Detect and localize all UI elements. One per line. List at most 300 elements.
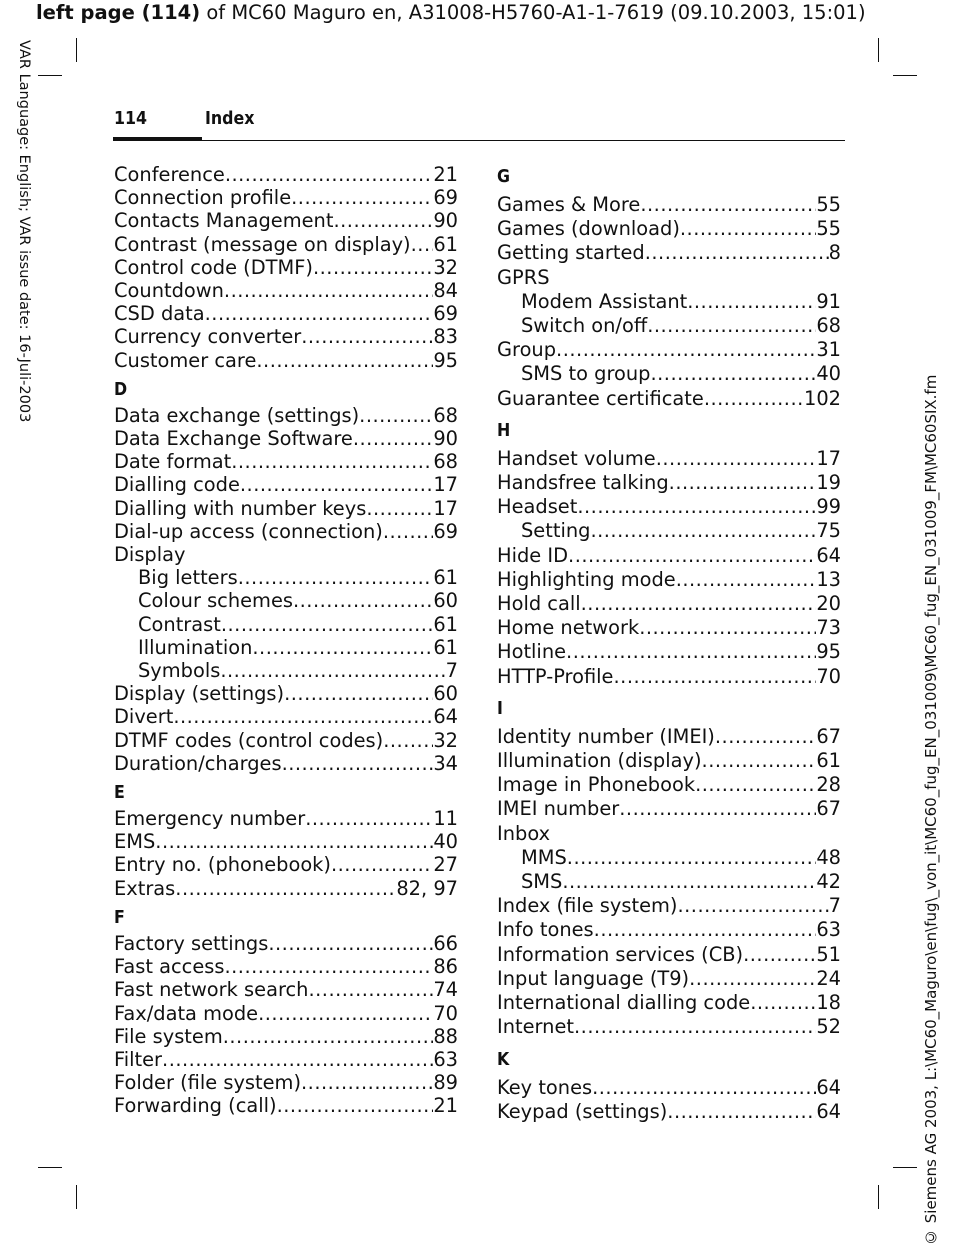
section-letter: G bbox=[497, 166, 511, 187]
index-entry bbox=[114, 877, 458, 900]
index-subentry bbox=[114, 636, 458, 659]
dot-leader bbox=[677, 894, 828, 918]
dot-leader bbox=[656, 447, 817, 471]
section-letter: E bbox=[114, 782, 125, 804]
index-subentry bbox=[497, 290, 841, 314]
entry-term: Currency converter bbox=[114, 325, 302, 349]
index-entry bbox=[114, 450, 458, 473]
dot-leader bbox=[743, 943, 816, 967]
entry-page: 68 bbox=[433, 450, 458, 474]
entry-term: Identity number (IMEI) bbox=[497, 724, 715, 748]
dot-leader bbox=[313, 256, 433, 279]
index-entry bbox=[114, 978, 458, 1001]
entry-page: 11 bbox=[433, 807, 458, 831]
dot-leader bbox=[252, 636, 433, 659]
dot-leader bbox=[366, 497, 433, 520]
crop-mark bbox=[38, 1167, 62, 1168]
entry-term: Emergency number bbox=[114, 807, 306, 831]
entry-term: SMS bbox=[521, 870, 563, 894]
entry-page: 64 bbox=[433, 705, 458, 729]
dot-leader bbox=[293, 589, 433, 612]
crop-mark bbox=[878, 1185, 879, 1209]
entry-page: 17 bbox=[433, 473, 458, 497]
entry-term: Handset volume bbox=[497, 446, 656, 470]
entry-term: Image in Phonebook bbox=[497, 773, 696, 797]
entry-page: 67 bbox=[816, 724, 841, 748]
entry-page: 31 bbox=[816, 338, 841, 362]
entry-term: Fax/data mode bbox=[114, 1001, 259, 1025]
index-entry bbox=[497, 991, 841, 1015]
dot-leader bbox=[301, 325, 433, 348]
dot-leader bbox=[687, 290, 816, 314]
index-entry bbox=[497, 217, 841, 241]
entry-page: 64 bbox=[816, 1075, 841, 1099]
dot-leader bbox=[240, 473, 433, 496]
index-entry bbox=[497, 387, 841, 411]
dot-leader bbox=[619, 797, 816, 821]
index-entry bbox=[114, 705, 458, 728]
dot-leader bbox=[268, 932, 433, 955]
dot-leader bbox=[702, 749, 817, 773]
entry-term: Setting bbox=[521, 519, 591, 543]
entry-term: Getting started bbox=[497, 241, 645, 265]
entry-term: Factory settings bbox=[114, 931, 269, 955]
index-entry bbox=[497, 943, 841, 967]
entry-term: Keypad (settings) bbox=[497, 1099, 668, 1123]
index-entry bbox=[114, 932, 458, 955]
section-letter: I bbox=[497, 697, 503, 719]
index-entry bbox=[114, 729, 458, 752]
entry-term: Games (download) bbox=[497, 217, 680, 241]
dot-leader bbox=[695, 773, 816, 797]
dot-leader bbox=[258, 1002, 433, 1025]
entry-term: Group bbox=[497, 338, 557, 362]
slug-bold: left page (114) bbox=[36, 1, 201, 24]
entry-term: Data Exchange Software bbox=[114, 427, 353, 451]
index-subentry bbox=[114, 566, 458, 589]
dot-leader bbox=[301, 1071, 433, 1094]
dot-leader bbox=[750, 991, 816, 1015]
entry-page: 95 bbox=[816, 640, 841, 664]
print-slug bbox=[36, 0, 866, 26]
entry-page: 63 bbox=[816, 918, 841, 942]
dot-leader bbox=[155, 830, 433, 853]
entry-page: 68 bbox=[816, 314, 841, 338]
dot-leader bbox=[308, 978, 433, 1001]
dot-leader bbox=[411, 233, 434, 256]
dot-leader bbox=[162, 1048, 433, 1071]
index-entry bbox=[497, 568, 841, 592]
entry-page: 61 bbox=[433, 566, 458, 590]
index-entry bbox=[497, 665, 841, 689]
dot-leader bbox=[220, 659, 445, 682]
index-subentry bbox=[497, 870, 841, 894]
entry-page: 42 bbox=[816, 870, 841, 894]
entry-term: Input language (T9) bbox=[497, 966, 690, 990]
dot-leader bbox=[383, 520, 433, 543]
dot-leader bbox=[238, 566, 434, 589]
dot-leader bbox=[567, 846, 817, 870]
entry-term: Filter bbox=[114, 1047, 163, 1071]
entry-term: Contacts Management bbox=[114, 209, 334, 233]
index-entry bbox=[497, 447, 841, 471]
dot-leader bbox=[173, 705, 433, 728]
index-entry bbox=[114, 233, 458, 256]
entry-term: International dialling code bbox=[497, 991, 751, 1015]
entry-term: Hotline bbox=[497, 640, 567, 664]
index-entry bbox=[497, 592, 841, 616]
dot-leader bbox=[614, 665, 817, 689]
index-entry bbox=[114, 752, 458, 775]
entry-term: Guarantee certificate bbox=[497, 386, 704, 410]
side-left-note: VAR Language: English; VAR issue date: 16-Juli-2003 bbox=[16, 40, 32, 423]
dot-leader bbox=[650, 362, 816, 386]
index-entry bbox=[114, 497, 458, 520]
entry-page: 69 bbox=[433, 186, 458, 210]
entry-term: Symbols bbox=[138, 659, 221, 683]
entry-term: Forwarding (call) bbox=[114, 1094, 277, 1118]
index-entry bbox=[114, 955, 458, 978]
entry-page: 99 bbox=[816, 495, 841, 519]
entry-page: 48 bbox=[816, 845, 841, 869]
entry-term: Date format bbox=[114, 450, 232, 474]
entry-term: HTTP-Profile bbox=[497, 664, 614, 688]
entry-page: 64 bbox=[816, 543, 841, 567]
entry-term: IMEI number bbox=[497, 797, 620, 821]
index-entry bbox=[114, 302, 458, 325]
dot-leader bbox=[221, 613, 433, 636]
index-entry bbox=[497, 797, 841, 821]
index-entry bbox=[114, 256, 458, 279]
entry-page: 69 bbox=[433, 519, 458, 543]
index-entry bbox=[114, 853, 458, 876]
dot-leader bbox=[224, 955, 433, 978]
section-letter: D bbox=[114, 378, 128, 400]
index-entry bbox=[114, 349, 458, 372]
index-subentry bbox=[497, 519, 841, 543]
dot-leader bbox=[256, 349, 433, 372]
entry-page: 82, 97 bbox=[396, 876, 458, 900]
entry-page: 60 bbox=[433, 682, 458, 706]
entry-term: Dialling with number keys bbox=[114, 496, 367, 520]
entry-page: 20 bbox=[816, 592, 841, 616]
dot-leader bbox=[562, 870, 816, 894]
index-entry bbox=[114, 186, 458, 209]
entry-page: 60 bbox=[433, 589, 458, 613]
entry-page: 75 bbox=[816, 519, 841, 543]
page-title: Index bbox=[205, 108, 255, 129]
entry-term: Colour schemes bbox=[138, 589, 293, 613]
dot-leader bbox=[669, 471, 817, 495]
index-entry bbox=[114, 1071, 458, 1094]
index-entry bbox=[114, 1048, 458, 1071]
entry-page: 89 bbox=[433, 1071, 458, 1095]
entry-term: SMS to group bbox=[521, 362, 651, 386]
entry-page: 17 bbox=[816, 446, 841, 470]
entry-term: Modem Assistant bbox=[521, 289, 688, 313]
entry-term: Extras bbox=[114, 876, 176, 900]
entry-page: 40 bbox=[816, 362, 841, 386]
side-right-note: © Siemens AG 2003, L:\MC60_Maguro\en\fug\_von_it\MC60_fug_EN_031009\MC60_fug_EN_031009_FM\MC60SIX.fm bbox=[922, 374, 940, 1246]
entry-term: Home network bbox=[497, 616, 640, 640]
entry-page: 7 bbox=[445, 659, 458, 683]
entry-page: 70 bbox=[433, 1001, 458, 1025]
index-entry bbox=[497, 918, 841, 942]
entry-term: Duration/charges bbox=[114, 751, 282, 775]
index-entry bbox=[114, 163, 458, 186]
index-entry bbox=[497, 495, 841, 519]
index-entry bbox=[497, 544, 841, 568]
dot-leader bbox=[689, 967, 816, 991]
index-entry bbox=[497, 773, 841, 797]
index-subentry bbox=[497, 362, 841, 386]
index-entry bbox=[497, 894, 841, 918]
dot-leader bbox=[556, 338, 816, 362]
entry-page: 40 bbox=[433, 830, 458, 854]
entry-term: Info tones bbox=[497, 918, 594, 942]
entry-page: 88 bbox=[433, 1024, 458, 1048]
entry-page: 27 bbox=[433, 853, 458, 877]
entry-page: 84 bbox=[433, 279, 458, 303]
entry-term: DTMF codes (control codes) bbox=[114, 728, 384, 752]
entry-page: 69 bbox=[433, 302, 458, 326]
entry-page: 67 bbox=[816, 797, 841, 821]
dot-leader bbox=[594, 918, 817, 942]
entry-page: 61 bbox=[433, 612, 458, 636]
crop-mark bbox=[893, 75, 917, 76]
index-entry bbox=[497, 725, 841, 749]
entry-page: 83 bbox=[433, 325, 458, 349]
entry-term: Customer care bbox=[114, 348, 257, 372]
index-entry bbox=[114, 473, 458, 496]
dot-leader bbox=[224, 279, 433, 302]
dot-leader bbox=[704, 387, 804, 411]
entry-term: Conference bbox=[114, 163, 225, 186]
entry-term: Countdown bbox=[114, 279, 224, 303]
index-entry bbox=[114, 1094, 458, 1117]
entry-page: 34 bbox=[433, 751, 458, 775]
entry-page: 52 bbox=[816, 1015, 841, 1039]
entry-term: Headset bbox=[497, 495, 578, 519]
dot-leader bbox=[581, 592, 817, 616]
entry-page: 74 bbox=[433, 978, 458, 1002]
entry-term: Games & More bbox=[497, 193, 641, 216]
dot-leader bbox=[175, 877, 396, 900]
entry-page: 70 bbox=[816, 664, 841, 688]
entry-page: 64 bbox=[816, 1099, 841, 1123]
index-entry bbox=[114, 682, 458, 705]
dot-leader bbox=[223, 1025, 434, 1048]
section-letter: H bbox=[497, 419, 511, 441]
dot-leader bbox=[577, 495, 816, 519]
index-entry bbox=[114, 209, 458, 232]
entry-page: 68 bbox=[433, 403, 458, 427]
dot-leader bbox=[566, 640, 816, 664]
entry-term: Information services (CB) bbox=[497, 942, 744, 966]
entry-page: 61 bbox=[433, 232, 458, 256]
crop-mark bbox=[878, 38, 879, 62]
entry-page: 17 bbox=[433, 496, 458, 520]
dot-leader bbox=[568, 544, 816, 568]
index-entry bbox=[497, 1015, 841, 1039]
entry-term: Connection profile bbox=[114, 186, 292, 210]
dot-leader bbox=[676, 568, 817, 592]
entry-page: 28 bbox=[816, 773, 841, 797]
index-subentry bbox=[114, 613, 458, 636]
index-entry bbox=[497, 1100, 841, 1124]
index-entry bbox=[497, 749, 841, 773]
section-letter: K bbox=[497, 1048, 510, 1070]
dot-leader bbox=[291, 186, 433, 209]
dot-leader bbox=[647, 314, 816, 338]
entry-term: Divert bbox=[114, 705, 174, 729]
entry-page: 90 bbox=[433, 209, 458, 233]
dot-leader bbox=[331, 853, 433, 876]
index-entry bbox=[497, 193, 841, 217]
entry-page: 13 bbox=[816, 567, 841, 591]
index-entry bbox=[497, 967, 841, 991]
entry-term: Switch on/off bbox=[521, 314, 648, 338]
index-entry bbox=[114, 807, 458, 830]
index-entry bbox=[497, 241, 841, 265]
entry-page: 55 bbox=[816, 217, 841, 241]
entry-page: 24 bbox=[816, 966, 841, 990]
index-entry bbox=[114, 830, 458, 853]
entry-term: Fast access bbox=[114, 955, 225, 979]
index-entry bbox=[114, 325, 458, 348]
index-entry bbox=[114, 427, 458, 450]
index-subentry bbox=[497, 314, 841, 338]
entry-term: MMS bbox=[521, 845, 567, 869]
dot-leader bbox=[231, 450, 433, 473]
entry-page: 91 bbox=[816, 289, 841, 313]
entry-page: 95 bbox=[433, 348, 458, 372]
crop-mark bbox=[893, 1167, 917, 1168]
entry-term: Dial-up access (connection) bbox=[114, 519, 383, 543]
index-entry bbox=[114, 1025, 458, 1048]
entry-page: 8 bbox=[828, 241, 841, 265]
index-entry bbox=[114, 1002, 458, 1025]
entry-term: Folder (file system) bbox=[114, 1071, 302, 1095]
dot-leader bbox=[282, 752, 434, 775]
entry-term: Dialling code bbox=[114, 473, 240, 497]
entry-page: 73 bbox=[816, 616, 841, 640]
entry-page: 21 bbox=[433, 1094, 458, 1118]
dot-leader bbox=[645, 241, 829, 265]
index-subentry bbox=[497, 846, 841, 870]
entry-term: Entry no. (phonebook) bbox=[114, 853, 331, 877]
crop-mark bbox=[76, 1185, 77, 1209]
index-column-right bbox=[497, 163, 841, 1124]
dot-leader bbox=[305, 807, 433, 830]
entry-page: 61 bbox=[433, 635, 458, 659]
entry-page: 55 bbox=[816, 193, 841, 216]
index-entry bbox=[114, 279, 458, 302]
entry-page: 7 bbox=[828, 894, 841, 918]
entry-term: Fast network search bbox=[114, 978, 309, 1002]
dot-leader bbox=[333, 209, 433, 232]
entry-term: Illumination (display) bbox=[497, 749, 702, 773]
entry-term: Illumination bbox=[138, 635, 253, 659]
entry-term: EMS bbox=[114, 830, 156, 854]
entry-term: Highlighting mode bbox=[497, 567, 676, 591]
dot-leader bbox=[592, 1076, 816, 1100]
entry-term: Hold call bbox=[497, 592, 581, 616]
entry-page: 66 bbox=[433, 931, 458, 955]
entry-page: 19 bbox=[816, 471, 841, 495]
dot-leader bbox=[359, 404, 433, 427]
entry-term: Data exchange (settings) bbox=[114, 403, 360, 427]
entry-term: CSD data bbox=[114, 302, 205, 326]
entry-page: 63 bbox=[433, 1047, 458, 1071]
entry-term: Control code (DTMF) bbox=[114, 255, 313, 279]
entry-page: 102 bbox=[803, 386, 841, 410]
entry-term: Contrast (message on display) bbox=[114, 232, 411, 256]
crop-mark bbox=[38, 75, 62, 76]
index-entry bbox=[497, 616, 841, 640]
entry-page: 21 bbox=[433, 163, 458, 186]
dot-leader bbox=[667, 1100, 816, 1124]
index-entry bbox=[114, 520, 458, 543]
dot-leader bbox=[639, 616, 816, 640]
dot-leader bbox=[590, 519, 816, 543]
index-subentry bbox=[114, 589, 458, 612]
dot-leader bbox=[277, 1094, 434, 1117]
crop-mark bbox=[76, 38, 77, 62]
dot-leader bbox=[574, 1015, 816, 1039]
index-entry bbox=[497, 338, 841, 362]
index-entry bbox=[497, 640, 841, 664]
index-entry bbox=[497, 471, 841, 495]
entry-term: Handsfree talking bbox=[497, 471, 669, 495]
index-heading: Display bbox=[114, 543, 186, 567]
header-rule bbox=[113, 140, 845, 141]
index-column-left bbox=[114, 163, 458, 1118]
index-heading: GPRS bbox=[497, 265, 550, 289]
entry-page: 86 bbox=[433, 955, 458, 979]
index-entry bbox=[114, 404, 458, 427]
dot-leader bbox=[715, 725, 816, 749]
entry-page: 51 bbox=[816, 942, 841, 966]
entry-page: 90 bbox=[433, 427, 458, 451]
dot-leader bbox=[680, 217, 816, 241]
index-heading: Inbox bbox=[497, 821, 551, 845]
index-subentry bbox=[114, 659, 458, 682]
entry-page: 18 bbox=[816, 991, 841, 1015]
entry-page: 32 bbox=[433, 728, 458, 752]
entry-term: Contrast bbox=[138, 612, 221, 636]
section-letter: F bbox=[114, 906, 125, 928]
entry-page: 61 bbox=[816, 749, 841, 773]
entry-term: Key tones bbox=[497, 1075, 593, 1099]
dot-leader bbox=[640, 193, 816, 217]
entry-term: Display (settings) bbox=[114, 682, 285, 706]
dot-leader bbox=[353, 427, 433, 450]
dot-leader bbox=[383, 729, 433, 752]
entry-term: Internet bbox=[497, 1015, 574, 1039]
dot-leader bbox=[284, 682, 433, 705]
index-entry bbox=[497, 1076, 841, 1100]
dot-leader bbox=[205, 302, 434, 325]
entry-term: Index (file system) bbox=[497, 894, 678, 918]
entry-term: Hide ID bbox=[497, 543, 569, 567]
entry-term: Big letters bbox=[138, 566, 238, 590]
entry-term: File system bbox=[114, 1024, 223, 1048]
entry-page: 32 bbox=[433, 255, 458, 279]
dot-leader bbox=[225, 163, 434, 186]
page-number: 114 bbox=[114, 108, 148, 129]
slug-rest: of MC60 Maguro en, A31008-H5760-A1-1-7619 (09.10.2003, 15:01) bbox=[200, 1, 866, 24]
